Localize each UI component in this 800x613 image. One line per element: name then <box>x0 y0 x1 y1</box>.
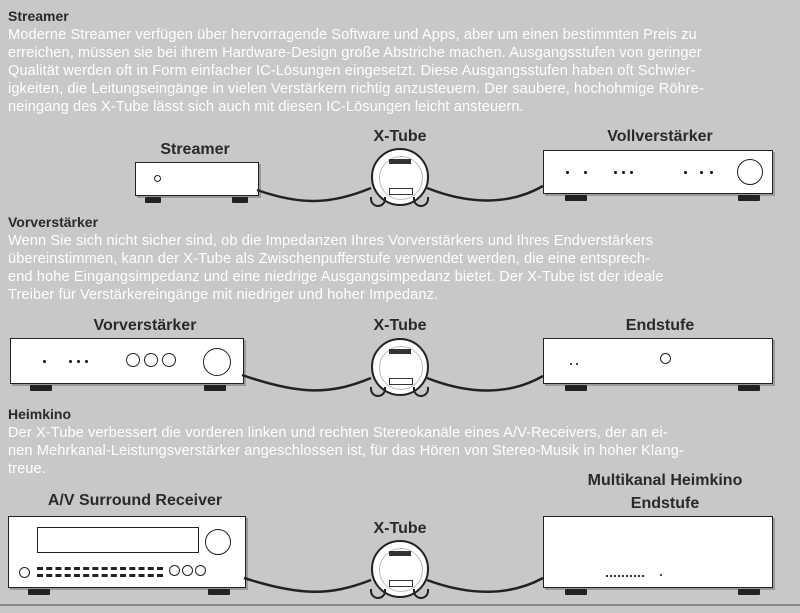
text-line: nen Mehrkanal-Leistungsverstärker angeschlossen ist, für das Hören von Stereo-Musik in hoher Klang- <box>8 443 684 459</box>
cable <box>427 376 543 391</box>
cable <box>427 578 543 592</box>
text-line: Qualität werden oft in Form einfacher IC-Lösungen eingesetzt. Diese Ausgangsstufen haben oft Schwier- <box>8 63 696 79</box>
text-line: igkeiten, die Leitungseingänge in vielen Verstärkern richtig anzusteuern. Der saubere, hochohmige Röhre- <box>8 81 704 97</box>
label-streamer: Streamer <box>160 141 230 158</box>
cable <box>242 375 371 390</box>
text-line: end hohe Eingangsimpedanz und eine niedrige Ausgangsimpedanz bietet. Der X-Tube ist der ideale <box>8 269 664 285</box>
text-line: übereinstimmen, kann der X-Tube als Zwischenpufferstufe verwendet werden, die eine entsprech- <box>8 251 651 267</box>
label-x-tube-1: X-Tube <box>373 128 427 145</box>
label-vorverstaerker: Vorverstärker <box>93 317 197 334</box>
section-title-vorverstaerker: Vorverstärker <box>8 214 99 230</box>
text-line: Moderne Streamer verfügen über hervorragende Software und Apps, aber um einen bestimmten Preis zu <box>8 27 697 43</box>
cable <box>257 188 371 201</box>
text-line: treue. <box>8 461 46 477</box>
text-line: erreichen, müssen sie bei ihrem Hardware-Design große Abstriche machen. Ausgangsstufen von geringer <box>8 45 702 61</box>
text-line: Treiber für Verstärkereingänge mit niedriger und hoher Impedanz. <box>8 287 439 303</box>
label-av-receiver: A/V Surround Receiver <box>47 492 223 509</box>
label-endstufe-heimkino: Endstufe <box>630 495 700 512</box>
cable <box>244 578 371 592</box>
text-line: Wenn Sie sich nicht sicher sind, ob die Impedanzen Ihres Vorverstärkers und Ihres Endverstärkers <box>8 233 654 249</box>
label-endstufe: Endstufe <box>625 317 695 334</box>
section-title-streamer: Streamer <box>8 8 69 24</box>
label-x-tube-3: X-Tube <box>373 520 427 537</box>
text-line: Der X-Tube verbessert die vorderen linken und rechten Stereokanäle eines A/V-Receivers, der an ei- <box>8 425 668 441</box>
text-line: neingang des X-Tube lässt sich auch mit diesen IC-Lösungen leicht ansteuern. <box>8 99 524 115</box>
bottom-divider <box>0 604 800 606</box>
cable <box>427 186 543 201</box>
label-x-tube-2: X-Tube <box>373 317 427 334</box>
label-vollverstaerker: Vollverstärker <box>607 128 713 145</box>
section-title-heimkino: Heimkino <box>8 406 72 422</box>
label-multikanal: Multikanal Heimkino <box>587 472 743 489</box>
